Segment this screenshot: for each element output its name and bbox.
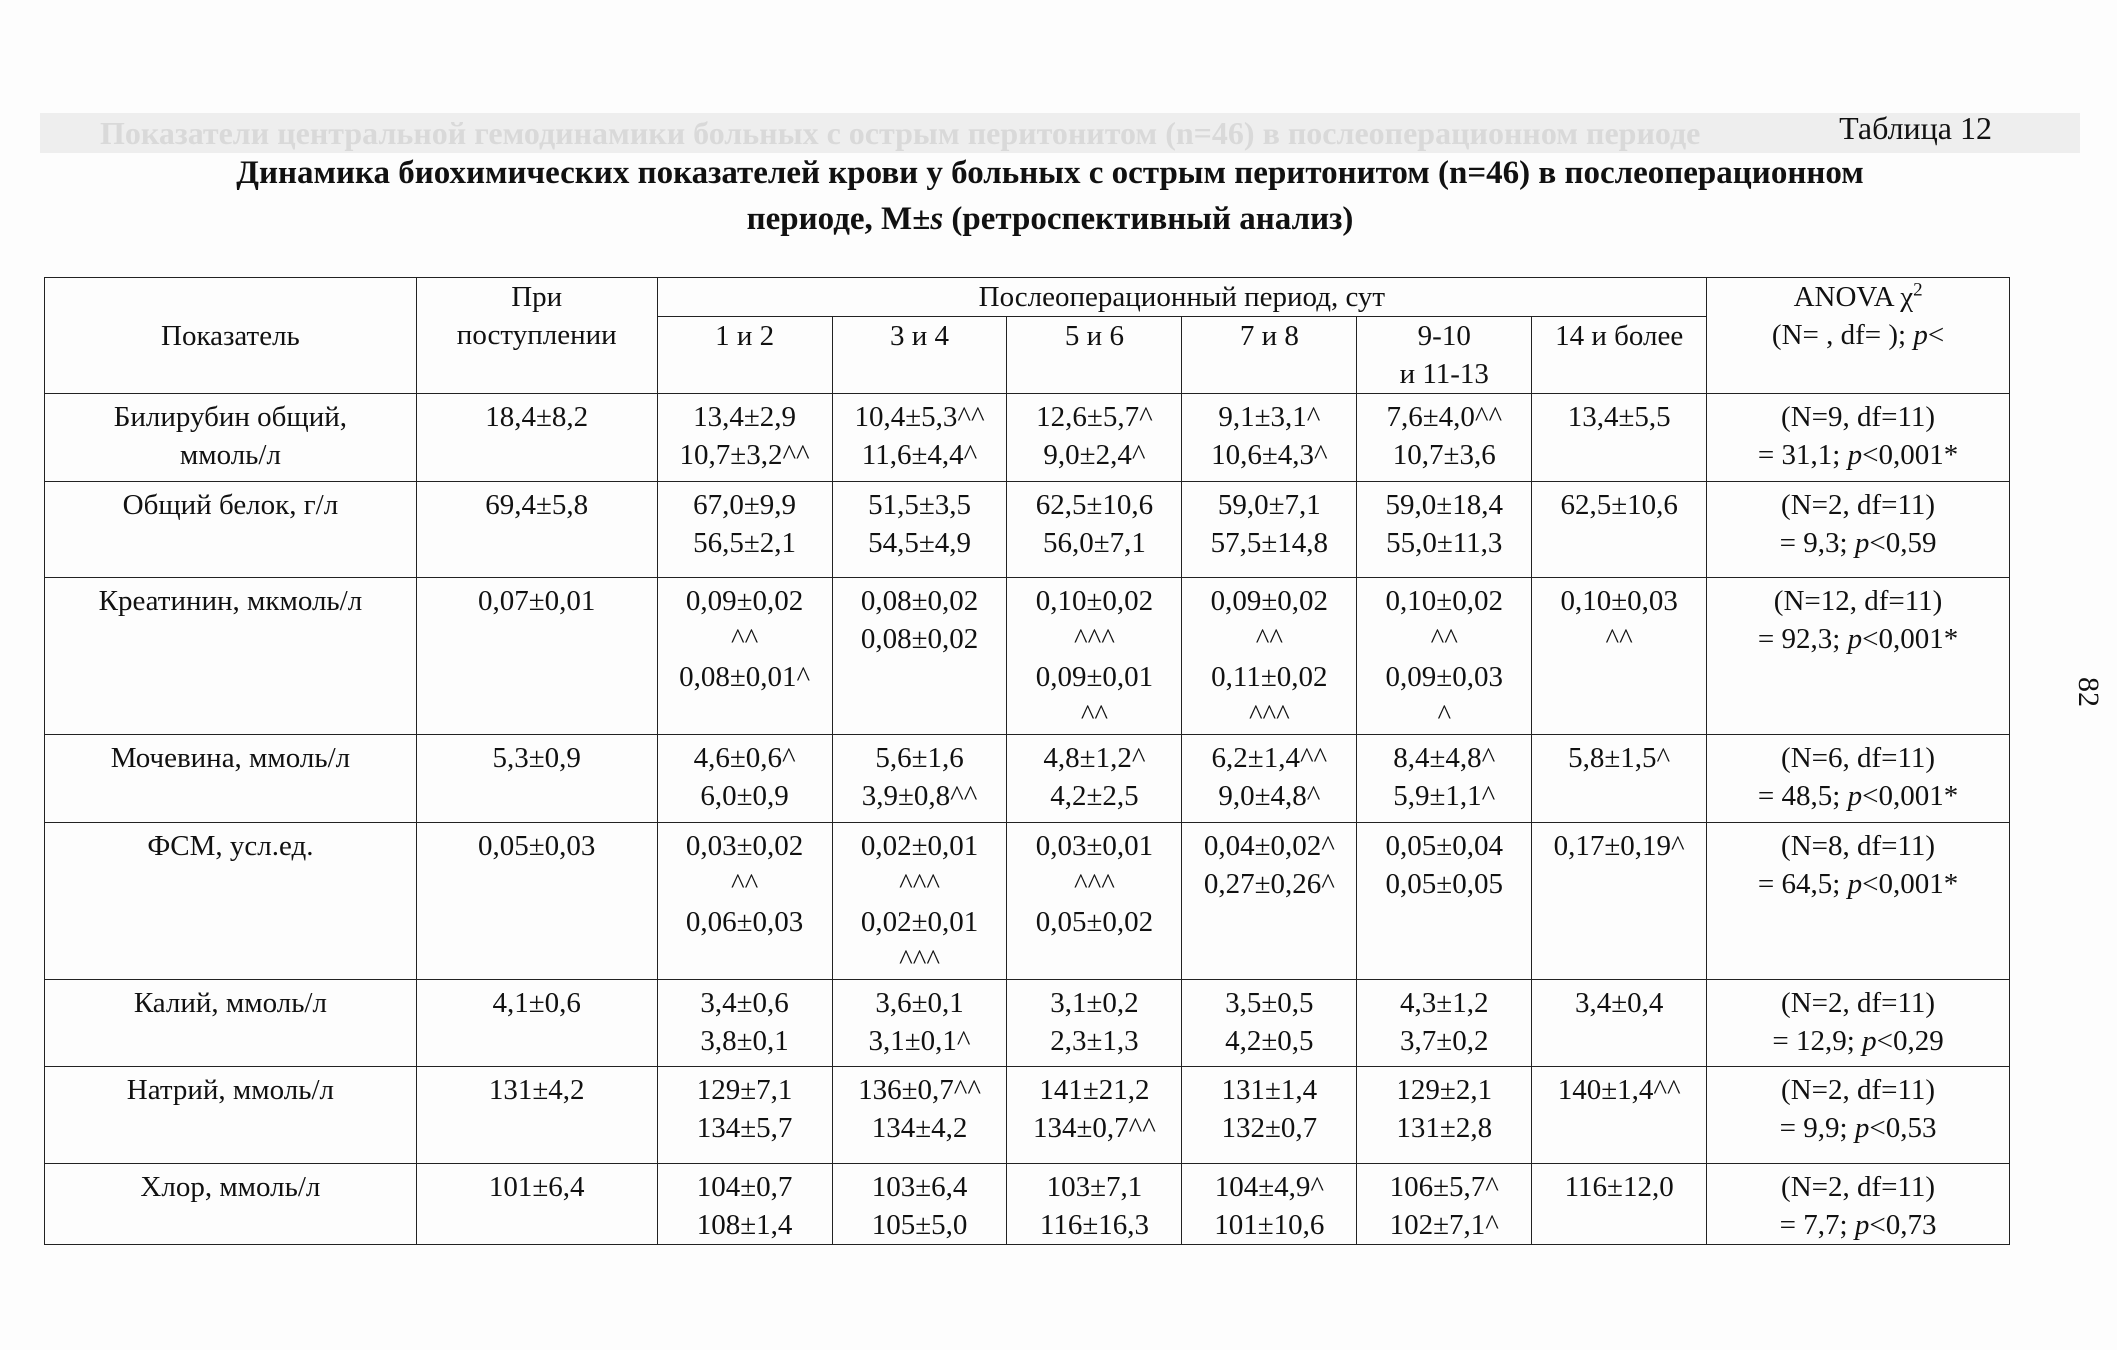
- period-cell: [1532, 482, 1707, 578]
- header-admission-l2: поступлении: [456, 319, 617, 351]
- cell-line: 0,10±0,02: [1035, 585, 1154, 617]
- header-indicator: Показатель: [45, 278, 417, 394]
- header-period-l2: и 11-13: [1399, 358, 1489, 390]
- indicator-cell: [45, 1067, 417, 1164]
- period-cell: [832, 578, 1007, 735]
- period-cell: [1182, 735, 1357, 823]
- anova-result: [1711, 1022, 2005, 1060]
- anova-result: [1711, 524, 2005, 562]
- cell-line: 0,07±0,01: [478, 585, 596, 617]
- cell-line: 62,5±10,6: [1560, 489, 1678, 521]
- cell-line: 5,9±1,1^: [1393, 780, 1496, 812]
- anova-cell: [1707, 980, 2010, 1067]
- cell-line: 129±2,1: [1396, 1074, 1493, 1106]
- period-cell: [657, 980, 832, 1067]
- header-period-l1: 9-10: [1417, 320, 1471, 352]
- cell-line: 0,02±0,01: [860, 830, 979, 862]
- cell-line: ФСМ, усл.ед.: [147, 830, 314, 862]
- cell-line: 54,5±4,9: [868, 527, 971, 559]
- cell-line: 5,8±1,5^: [1568, 742, 1671, 774]
- anova-part: = 48,5;: [1757, 780, 1848, 812]
- cell-line: 0,09±0,03: [1385, 661, 1503, 693]
- cell-line: 106±5,7^: [1389, 1171, 1499, 1203]
- anova-cell: [1707, 823, 2010, 980]
- cell-line: 59,0±18,4: [1385, 489, 1503, 521]
- cell-line: 0,08±0,02: [860, 585, 979, 617]
- cell-line: 10,7±3,6: [1392, 439, 1496, 471]
- period-cell: [832, 980, 1007, 1067]
- anova-part: <0,59: [1869, 527, 1937, 559]
- cell-line: 108±1,4: [696, 1209, 793, 1241]
- anova-part: <0,73: [1869, 1209, 1937, 1241]
- period-cell: [1357, 394, 1532, 482]
- period-cell: [832, 1164, 1007, 1245]
- anova-l2a: (N= , df= );: [1771, 319, 1914, 351]
- period-cell: [832, 823, 1007, 980]
- cell-line: 0,10±0,02: [1385, 585, 1503, 617]
- cell-line: 101±10,6: [1214, 1209, 1325, 1241]
- anova-cell: [1707, 1067, 2010, 1164]
- period-cell: [657, 1067, 832, 1164]
- anova-cell: [1707, 578, 2010, 735]
- cell-line: 104±4,9^: [1214, 1171, 1324, 1203]
- admission-cell: [416, 980, 657, 1067]
- cell-line: 4,6±0,6^: [693, 742, 796, 774]
- cell-line: (N=2, df=11): [1781, 987, 1936, 1019]
- anova-label: ANOVA χ: [1793, 281, 1914, 313]
- cell-line: 13,4±2,9: [693, 401, 797, 433]
- anova-part: = 64,5;: [1757, 868, 1848, 900]
- cell-line: 3,9±0,8^^: [861, 780, 978, 812]
- cell-line: ммоль/л: [179, 439, 281, 471]
- cell-line: 0,08±0,02: [860, 623, 979, 655]
- cell-line: 3,6±0,1: [875, 987, 964, 1019]
- anova-part: = 9,9;: [1779, 1112, 1855, 1144]
- period-cell: [1007, 482, 1182, 578]
- anova-part: <0,001*: [1862, 780, 1959, 812]
- cell-line: 0,09±0,02: [1210, 585, 1329, 617]
- header-period: 5 и 6: [1007, 317, 1182, 394]
- period-cell: [1182, 394, 1357, 482]
- header-anova: [1707, 278, 2010, 394]
- cell-line: 103±7,1: [1046, 1171, 1143, 1203]
- anova-part: = 7,7;: [1779, 1209, 1855, 1241]
- period-cell: [1007, 578, 1182, 735]
- anova-part: <0,001*: [1862, 439, 1959, 471]
- cell-line: 134±0,7^^: [1032, 1112, 1156, 1144]
- admission-cell: [416, 394, 657, 482]
- header-postop: Послеоперационный период, сут: [657, 278, 1706, 317]
- anova-part: = 12,9;: [1772, 1025, 1863, 1057]
- period-cell: [1532, 394, 1707, 482]
- cell-line: 12,6±5,7^: [1036, 401, 1153, 433]
- table-label: Таблица 12: [1839, 110, 1992, 146]
- cell-line: Мочевина, ммоль/л: [110, 742, 351, 774]
- cell-line: 6,2±1,4^^: [1211, 742, 1328, 774]
- bleed-through-text: Показатели центральной гемодинамики больных с острым перитонитом (n=46) в послеоперационном периоде: [40, 113, 2080, 153]
- cell-line: 131±1,4: [1221, 1074, 1318, 1106]
- admission-cell: [416, 1067, 657, 1164]
- cell-line: (N=12, df=11): [1773, 585, 1943, 617]
- table-row: [45, 735, 2010, 823]
- anova-sup: 2: [1913, 279, 1923, 301]
- cell-line: 4,2±2,5: [1050, 780, 1139, 812]
- cell-line: 104±0,7: [696, 1171, 793, 1203]
- table-row: [45, 1164, 2010, 1245]
- cell-line: 56,0±7,1: [1042, 527, 1146, 559]
- period-cell: [1007, 823, 1182, 980]
- anova-part: = 9,3;: [1779, 527, 1855, 559]
- anova-p: p: [1854, 1112, 1870, 1144]
- cell-line: ^^: [1255, 623, 1283, 655]
- anova-part: <0,53: [1869, 1112, 1937, 1144]
- cell-line: 3,5±0,5: [1225, 987, 1314, 1019]
- table-row: [45, 482, 2010, 578]
- period-cell: [1357, 735, 1532, 823]
- cell-line: 8,4±4,8^: [1393, 742, 1496, 774]
- period-cell: [1007, 980, 1182, 1067]
- header-period: [1357, 317, 1532, 394]
- period-cell: [657, 1164, 832, 1245]
- cell-line: 0,02±0,01: [860, 906, 979, 938]
- period-cell: [1357, 1164, 1532, 1245]
- period-cell: [1532, 980, 1707, 1067]
- table-row: [45, 578, 2010, 735]
- cell-line: 0,17±0,19^: [1553, 830, 1685, 862]
- period-cell: [1007, 1164, 1182, 1245]
- cell-line: 131±2,8: [1396, 1112, 1493, 1144]
- cell-line: 101±6,4: [488, 1171, 585, 1203]
- cell-line: 6,0±0,9: [700, 780, 789, 812]
- cell-line: 0,09±0,01: [1035, 661, 1154, 693]
- admission-cell: [416, 823, 657, 980]
- header-period: 14 и более: [1532, 317, 1707, 394]
- period-cell: [1532, 735, 1707, 823]
- anova-cell: [1707, 1164, 2010, 1245]
- cell-line: ^^: [730, 868, 759, 900]
- cell-line: 0,05±0,05: [1385, 868, 1503, 900]
- period-cell: [657, 482, 832, 578]
- page-number: 82: [2072, 677, 2105, 707]
- cell-line: 116±16,3: [1039, 1209, 1149, 1241]
- cell-line: Калий, ммоль/л: [133, 987, 327, 1019]
- cell-line: 56,5±2,1: [693, 527, 797, 559]
- cell-line: 132±0,7: [1221, 1112, 1318, 1144]
- cell-line: 62,5±10,6: [1035, 489, 1154, 521]
- biochem-table: [44, 277, 2010, 1245]
- indicator-cell: [45, 1164, 417, 1245]
- cell-line: 0,11±0,02: [1211, 661, 1328, 693]
- cell-line: 4,1±0,6: [492, 987, 581, 1019]
- anova-p: p: [1847, 623, 1863, 655]
- period-cell: [657, 578, 832, 735]
- cell-line: 129±7,1: [696, 1074, 793, 1106]
- indicator-cell: [45, 980, 417, 1067]
- period-cell: [1357, 980, 1532, 1067]
- cell-line: 0,08±0,01^: [679, 661, 811, 693]
- cell-line: 67,0±9,9: [693, 489, 797, 521]
- cell-line: ^^^: [899, 944, 940, 976]
- cell-line: (N=8, df=11): [1781, 830, 1936, 862]
- header-period: 1 и 2: [657, 317, 832, 394]
- period-cell: [1357, 823, 1532, 980]
- cell-line: 116±12,0: [1564, 1171, 1674, 1203]
- cell-line: 0,03±0,02: [685, 830, 804, 862]
- anova-part: <0,001*: [1862, 623, 1959, 655]
- cell-line: 0,10±0,03: [1560, 585, 1678, 617]
- header-admission: [416, 278, 657, 394]
- cell-line: 3,4±0,4: [1574, 987, 1664, 1019]
- cell-line: 55,0±11,3: [1386, 527, 1503, 559]
- cell-line: 103±6,4: [871, 1171, 968, 1203]
- cell-line: 0,05±0,04: [1385, 830, 1503, 862]
- indicator-cell: [45, 578, 417, 735]
- cell-line: ^^: [1430, 623, 1458, 655]
- anova-part: = 31,1;: [1757, 439, 1848, 471]
- cell-line: 4,2±0,5: [1225, 1025, 1314, 1057]
- period-cell: [832, 735, 1007, 823]
- anova-result: [1711, 620, 2005, 658]
- period-cell: [1007, 394, 1182, 482]
- cell-line: Натрий, ммоль/л: [126, 1074, 334, 1106]
- anova-p: p: [1847, 439, 1863, 471]
- indicator-cell: [45, 482, 417, 578]
- anova-p: p: [1854, 1209, 1870, 1241]
- header-anova-l1: [1711, 278, 2005, 316]
- cell-line: ^^: [730, 623, 759, 655]
- admission-cell: [416, 1164, 657, 1245]
- period-cell: [657, 394, 832, 482]
- anova-p: p: [1854, 527, 1870, 559]
- anova-part: <0,29: [1876, 1025, 1944, 1057]
- anova-p: p: [1862, 1025, 1877, 1057]
- cell-line: 0,05±0,02: [1035, 906, 1154, 938]
- cell-line: 10,7±3,2^^: [679, 439, 810, 471]
- table-title: [60, 150, 2040, 242]
- period-cell: [1007, 735, 1182, 823]
- admission-cell: [416, 482, 657, 578]
- anova-result: [1711, 436, 2005, 474]
- cell-line: 0,06±0,03: [685, 906, 804, 938]
- period-cell: [1182, 1067, 1357, 1164]
- cell-line: (N=2, df=11): [1781, 489, 1936, 521]
- header-anova-l2: [1711, 316, 2005, 354]
- anova-p: p: [1847, 868, 1863, 900]
- cell-line: 102±7,1^: [1389, 1209, 1499, 1241]
- period-cell: [832, 394, 1007, 482]
- anova-cell: [1707, 394, 2010, 482]
- period-cell: [1532, 578, 1707, 735]
- cell-line: 7,6±4,0^^: [1386, 401, 1503, 433]
- period-cell: [1357, 482, 1532, 578]
- cell-line: 5,6±1,6: [875, 742, 964, 774]
- cell-line: 3,4±0,6: [700, 987, 789, 1019]
- table-row: [45, 980, 2010, 1067]
- cell-line: 141±21,2: [1039, 1074, 1150, 1106]
- indicator-cell: [45, 394, 417, 482]
- period-cell: [1007, 1067, 1182, 1164]
- anova-part: = 92,3;: [1757, 623, 1848, 655]
- table-row: [45, 1067, 2010, 1164]
- header-period: 3 и 4: [832, 317, 1007, 394]
- cell-line: 0,09±0,02: [685, 585, 804, 617]
- period-cell: [832, 1067, 1007, 1164]
- period-cell: [1357, 1067, 1532, 1164]
- table-row: [45, 823, 2010, 980]
- period-cell: [1532, 1067, 1707, 1164]
- cell-line: 134±5,7: [696, 1112, 793, 1144]
- cell-line: 18,4±8,2: [485, 401, 589, 433]
- period-cell: [1532, 1164, 1707, 1245]
- table-row: [45, 394, 2010, 482]
- cell-line: 9,0±4,8^: [1218, 780, 1321, 812]
- period-cell: [1182, 482, 1357, 578]
- cell-line: 4,8±1,2^: [1043, 742, 1146, 774]
- cell-line: Креатинин, мкмоль/л: [98, 585, 363, 617]
- cell-line: 11,6±4,4^: [861, 439, 978, 471]
- cell-line: 3,1±0,1^: [868, 1025, 971, 1057]
- cell-line: ^^: [1605, 623, 1633, 655]
- period-cell: [657, 823, 832, 980]
- anova-part: <0,001*: [1862, 868, 1959, 900]
- cell-line: 9,0±2,4^: [1043, 439, 1146, 471]
- indicator-cell: [45, 735, 417, 823]
- cell-line: 0,03±0,01: [1035, 830, 1154, 862]
- cell-line: 3,1±0,2: [1050, 987, 1139, 1019]
- cell-line: 131±4,2: [488, 1074, 585, 1106]
- cell-line: (N=2, df=11): [1781, 1171, 1936, 1203]
- cell-line: 69,4±5,8: [485, 489, 589, 521]
- cell-line: (N=2, df=11): [1781, 1074, 1936, 1106]
- cell-line: 4,3±1,2: [1400, 987, 1489, 1019]
- header-period: 7 и 8: [1182, 317, 1357, 394]
- cell-line: 134±4,2: [871, 1112, 968, 1144]
- anova-result: [1711, 1109, 2005, 1147]
- title-italic-s: s: [930, 201, 944, 237]
- cell-line: 140±1,4^^: [1557, 1074, 1681, 1106]
- anova-result: [1711, 1206, 2005, 1244]
- cell-line: 13,4±5,5: [1567, 401, 1671, 433]
- cell-line: (N=6, df=11): [1781, 742, 1936, 774]
- cell-line: ^^^: [1074, 623, 1115, 655]
- anova-result: [1711, 865, 2005, 903]
- anova-p: p: [1913, 319, 1928, 351]
- cell-line: 9,1±3,1^: [1218, 401, 1321, 433]
- cell-line: 136±0,7^^: [858, 1074, 981, 1106]
- anova-result: [1711, 777, 2005, 815]
- admission-cell: [416, 735, 657, 823]
- period-cell: [832, 482, 1007, 578]
- cell-line: Хлор, ммоль/л: [140, 1171, 321, 1203]
- anova-l2b: <: [1927, 319, 1945, 351]
- cell-line: ^^^: [1074, 868, 1115, 900]
- anova-cell: [1707, 735, 2010, 823]
- cell-line: 5,3±0,9: [492, 742, 581, 774]
- cell-line: 57,5±14,8: [1210, 527, 1329, 559]
- cell-line: 10,6±4,3^: [1211, 439, 1328, 471]
- cell-line: 51,5±3,5: [868, 489, 971, 521]
- cell-line: 0,27±0,26^: [1203, 868, 1335, 900]
- cell-line: ^^: [1080, 699, 1109, 731]
- period-cell: [1182, 823, 1357, 980]
- cell-line: (N=9, df=11): [1781, 401, 1936, 433]
- cell-line: 10,4±5,3^^: [854, 401, 985, 433]
- cell-line: ^^^: [899, 868, 940, 900]
- cell-line: 3,7±0,2: [1400, 1025, 1489, 1057]
- cell-line: 0,05±0,03: [478, 830, 596, 862]
- period-cell: [1182, 578, 1357, 735]
- period-cell: [1182, 1164, 1357, 1245]
- cell-line: Билирубин общий,: [113, 401, 348, 433]
- anova-cell: [1707, 482, 2010, 578]
- period-cell: [1357, 578, 1532, 735]
- title-line-1: Динамика биохимических показателей крови у больных с острым перитонитом (n=46) в послеоперационном: [236, 155, 1864, 191]
- title-part: (ретроспективный анализ): [943, 201, 1354, 237]
- cell-line: 3,8±0,1: [700, 1025, 789, 1057]
- period-cell: [1532, 823, 1707, 980]
- indicator-cell: [45, 823, 417, 980]
- period-cell: [1182, 980, 1357, 1067]
- cell-line: 105±5,0: [871, 1209, 968, 1241]
- cell-line: 2,3±1,3: [1050, 1025, 1139, 1057]
- title-part: периоде, M±: [746, 201, 931, 237]
- title-line-2: [60, 196, 2040, 242]
- cell-line: ^: [1437, 699, 1452, 731]
- admission-cell: [416, 578, 657, 735]
- anova-p: p: [1847, 780, 1863, 812]
- cell-line: 59,0±7,1: [1217, 489, 1321, 521]
- cell-line: ^^^: [1248, 699, 1290, 731]
- cell-line: Общий белок, г/л: [122, 489, 339, 521]
- cell-line: 0,04±0,02^: [1203, 830, 1335, 862]
- header-admission-l1: При: [511, 281, 563, 313]
- period-cell: [657, 735, 832, 823]
